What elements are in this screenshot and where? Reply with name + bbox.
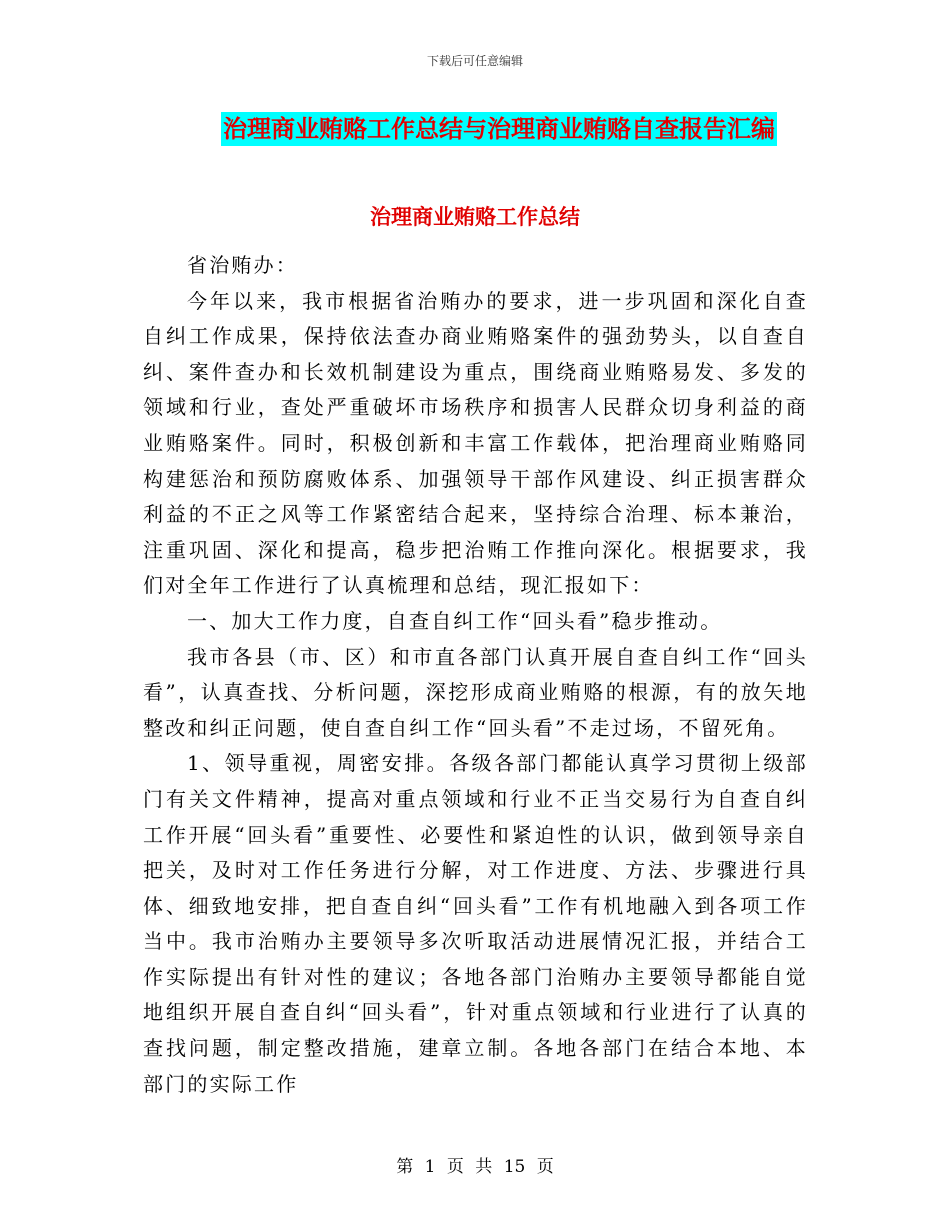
paragraph-salutation: 省治贿办： <box>187 253 298 277</box>
document-body <box>143 248 808 1102</box>
paragraph-item-1: 1、领导重视，周密安排。各级各部门都能认真学习贯彻上级部门有关文件精神，提高对重点领域和行业不正当交易行为自查自纠工作开展“回头看”重要性、必要性和紧迫性的认识，做到领导亲自把关，及时对工作任务进行分解，对工作进度、方法、步骤进行具体、细致地安排，把自查自纠“回头看”工作有机地融入到各项工作当中。我市治贿办主要领导多次听取活动进展情况汇报，并结合工作实际提出有针对性的建议；各地各部门治贿办主要领导都能自觉地组织开展自查自纠“回头看”，针对重点领域和行业进行了认真的查找问题，制定整改措施，建章立制。各地各部门在结合本地、本部门的实际工作 <box>143 751 808 1096</box>
page-header-note: 下载后可任意编辑 <box>426 54 523 68</box>
page-number: 第 1 页 共 15 页 <box>396 1157 554 1177</box>
section-title: 治理商业贿赂工作总结 <box>370 205 580 229</box>
document-title-wrapper <box>0 112 950 146</box>
paragraph-intro: 今年以来，我市根据省治贿办的要求，进一步巩固和深化自查自纠工作成果，保持依法查办商业贿赂案件的强劲势头，以自查自纠、案件查办和长效机制建设为重点，围绕商业贿赂易发、多发的领域和行业，查处严重破坏市场秩序和损害人民群众切身利益的商业贿赂案件。同时，积极创新和丰富工作载体，把治理商业贿赂同构建惩治和预防腐败体系、加强领导干部作风建设、纠正损害群众利益的不正之风等工作紧密结合起来，坚持综合治理、标本兼治，注重巩固、深化和提高，稳步把治贿工作推向深化。根据要求，我们对全年工作进行了认真梳理和总结，现汇报如下： <box>143 288 808 598</box>
paragraph-review: 我市各县（市、区）和市直各部门认真开展自查自纠工作“回头看”，认真查找、分析问题，深挖形成商业贿赂的根源，有的放矢地整改和纠正问题，使自查自纠工作“回头看”不走过场，不留死角。 <box>143 644 808 740</box>
document-title: 治理商业贿赂工作总结与治理商业贿赂自查报告汇编 <box>221 112 777 146</box>
paragraph-heading-1: 一、加大工作力度，自查自纠工作“回头看”稳步推动。 <box>187 608 723 633</box>
